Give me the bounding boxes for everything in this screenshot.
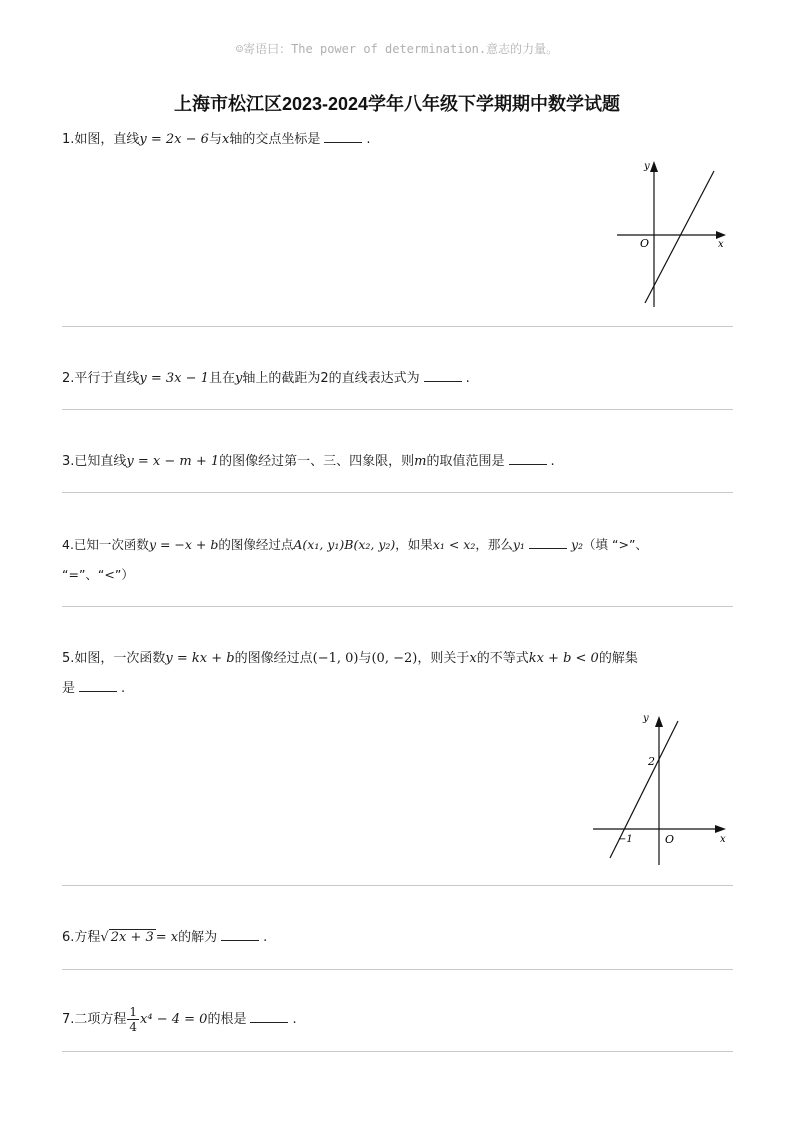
q4-text-d: ，那么: [475, 537, 513, 552]
q4-equation: y = −x + b: [148, 537, 219, 552]
q5-line-2: 是: [62, 681, 76, 696]
q4-point-b: B(x₂, y₂): [344, 537, 396, 552]
q7-text-b: 的根是: [207, 1012, 247, 1027]
q5-x-label: x: [720, 834, 726, 845]
q6-answer-blank[interactable]: [221, 928, 259, 941]
q1-y-arrow: [650, 161, 658, 172]
q6-text-b: 的解为: [178, 930, 218, 945]
q4-y2: y₂: [570, 537, 584, 552]
q6-text-a: 6.方程: [62, 930, 101, 945]
question-7: [62, 1005, 742, 1035]
question-2: [62, 364, 742, 394]
divider: [62, 326, 733, 327]
q5-text-a: 5.如图，一次函数: [62, 651, 166, 666]
q1-line: [645, 171, 714, 303]
q5-point-1: (−1, 0): [312, 651, 359, 666]
q5-graph: [588, 705, 733, 870]
q7-fraction: [127, 1005, 139, 1034]
question-6: [62, 923, 742, 953]
q1-x-arrow: [716, 231, 726, 239]
q7-answer-blank[interactable]: [250, 1010, 288, 1023]
q4-y1: y₁: [512, 537, 525, 552]
q5-x-tick: −1: [618, 834, 633, 845]
q2-end: .: [465, 371, 470, 386]
divider: [62, 1051, 733, 1052]
q3-equation: y = x − m + 1: [126, 454, 220, 469]
q7-equation: x⁴ − 4 = 0: [140, 1012, 208, 1027]
divider: [62, 409, 733, 410]
q4-answer-blank[interactable]: [529, 536, 567, 549]
q1-text-b: 与: [208, 132, 222, 147]
q1-y-label: y: [644, 161, 650, 172]
q5-text-d: ，则关于: [417, 651, 470, 666]
q6-radicand: 2x + 3: [110, 930, 154, 945]
q4-text-e: （填 “>”、: [583, 537, 648, 552]
q7-text-a: 7.二项方程: [62, 1012, 127, 1027]
q3-variable: m: [414, 454, 427, 469]
q2-answer-blank[interactable]: [424, 369, 462, 382]
q5-text-c: 与: [358, 651, 372, 666]
q1-variable: x: [221, 132, 230, 147]
q2-text-c: 轴上的截距为2的直线表达式为: [242, 371, 420, 386]
q4-line-2: “=”、“<”）: [62, 567, 134, 582]
q2-text-b: 且在: [208, 371, 235, 386]
q4-text-c: ，如果: [395, 537, 433, 552]
q1-text-c: 轴的交点坐标是: [229, 132, 321, 147]
q5-origin-label: O: [665, 833, 675, 846]
q5-y-label: y: [643, 713, 649, 724]
question-4: [62, 530, 742, 590]
q6-equation: = x: [155, 930, 179, 945]
q5-y-arrow: [655, 716, 663, 727]
divider: [62, 885, 733, 886]
q3-answer-blank[interactable]: [509, 452, 547, 465]
q3-text-b: 的图像经过第一、三、四象限，则: [219, 454, 415, 469]
q5-end: .: [121, 681, 126, 696]
q7-end: .: [292, 1012, 297, 1027]
q5-text-f: 的解集: [598, 651, 638, 666]
q4-text-a: 4.已知一次函数: [62, 537, 149, 552]
q1-graph: [612, 155, 737, 315]
q7-numerator: 1: [129, 1005, 138, 1019]
watermark: ☺寄语曰：The power of determination.意志的力量。: [235, 42, 559, 56]
question-3: [62, 447, 742, 477]
q2-variable: y: [234, 371, 243, 386]
q4-condition: x₁ < x₂: [432, 537, 476, 552]
q6-end: .: [263, 930, 268, 945]
q3-text-c: 的取值范围是: [426, 454, 505, 469]
q5-text-b: 的图像经过点: [234, 651, 313, 666]
q4-text-b: 的图像经过点: [218, 537, 294, 552]
question-5: [62, 644, 742, 704]
q1-answer-blank[interactable]: [324, 130, 362, 143]
q1-end: .: [366, 132, 371, 147]
q7-denominator: 4: [129, 1020, 138, 1034]
divider: [62, 606, 733, 607]
q5-y-tick: 2: [648, 755, 655, 768]
q1-origin-label: O: [640, 237, 650, 250]
q4-point-a: A(x₁, y₁): [293, 537, 345, 552]
page-title: 上海市松江区2023-2024学年八年级下学期期中数学试题: [173, 94, 621, 114]
q2-equation: y = 3x − 1: [139, 371, 209, 386]
radical-sign: √: [100, 930, 109, 945]
divider: [62, 969, 733, 970]
q3-end: .: [550, 454, 555, 469]
divider: [62, 492, 733, 493]
q5-inequality: kx + b < 0: [528, 651, 599, 666]
q5-point-2: (0, −2): [371, 651, 418, 666]
q1-equation: y = 2x − 6: [139, 132, 209, 147]
q1-text-a: 1.如图，直线: [62, 132, 140, 147]
q5-equation: y = kx + b: [165, 651, 235, 666]
q2-text-a: 2.平行于直线: [62, 371, 140, 386]
q5-variable: x: [469, 651, 477, 666]
q3-text-a: 3.已知直线: [62, 454, 127, 469]
q5-answer-blank[interactable]: [79, 679, 117, 692]
q5-text-e: 的不等式: [476, 651, 529, 666]
q1-x-label: x: [718, 239, 724, 250]
q5-x-arrow: [715, 825, 726, 833]
question-1: [62, 125, 742, 155]
